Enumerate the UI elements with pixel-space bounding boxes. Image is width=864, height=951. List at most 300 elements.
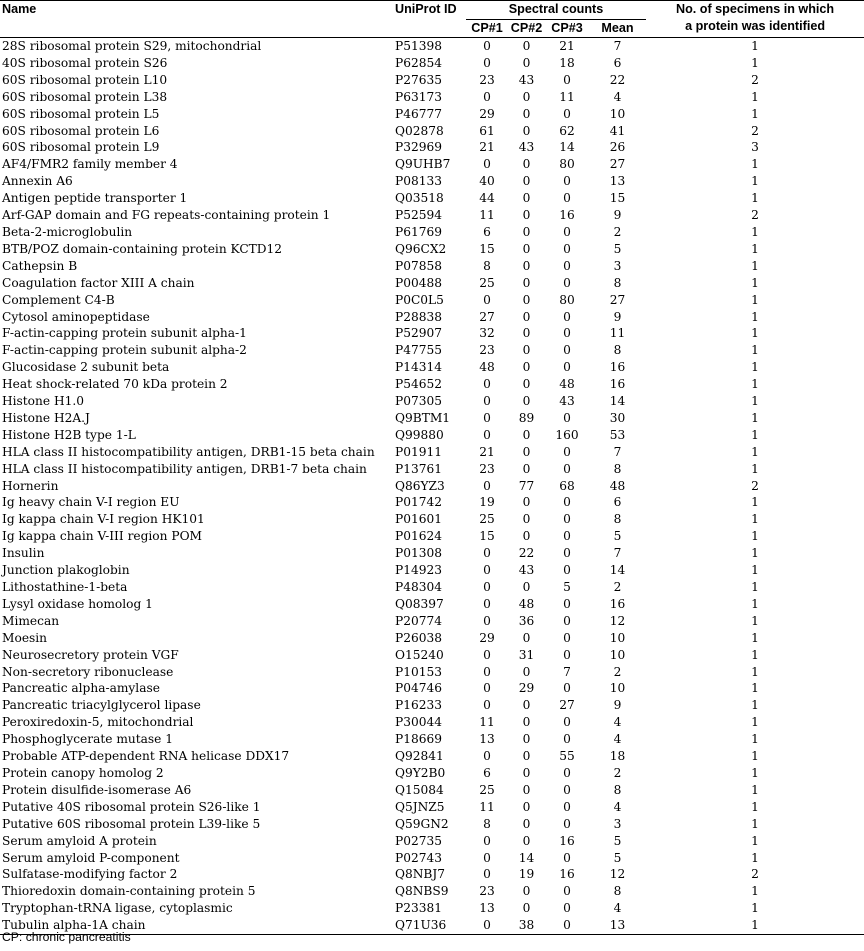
cell-cp2: 0: [522, 715, 531, 730]
cell-cp2: 0: [522, 123, 531, 138]
col-header-spectral-counts: Spectral counts: [508, 2, 604, 16]
table-row: [0, 850, 864, 867]
table-row: [0, 494, 864, 511]
cell-cp2: 0: [522, 833, 531, 848]
cell-cp3: 11: [559, 89, 575, 104]
cell-specimens: 2: [751, 208, 759, 223]
cell-specimens: 1: [751, 732, 759, 747]
cell-uniprot-id: P27635: [395, 72, 442, 87]
cell-cp1: 0: [483, 157, 491, 172]
cell-mean: 16: [609, 360, 626, 375]
cell-mean: 14: [609, 394, 626, 409]
cell-specimens: 1: [751, 681, 759, 696]
cell-mean: 7: [613, 39, 622, 53]
cell-cp3: 18: [559, 55, 575, 70]
cell-mean: 2: [613, 664, 622, 679]
cell-mean: 9: [613, 208, 622, 223]
cell-protein-name: Moesin: [2, 630, 48, 645]
cell-cp1: 0: [483, 563, 491, 578]
cell-protein-name: 40S ribosomal protein S26: [2, 55, 168, 70]
cell-protein-name: Tryptophan-tRNA ligase, cytoplasmic: [2, 901, 233, 916]
table-row: [0, 799, 864, 816]
cell-cp1: 0: [483, 394, 491, 409]
cell-cp2: 19: [518, 867, 535, 882]
cell-specimens: 1: [751, 39, 759, 53]
cell-mean: 14: [609, 563, 626, 578]
cell-uniprot-id: P04746: [395, 681, 442, 696]
cell-mean: 7: [613, 546, 622, 561]
cell-mean: 5: [613, 529, 622, 544]
cell-cp1: 13: [479, 732, 495, 747]
table-body: [0, 38, 864, 935]
cell-specimens: 1: [751, 512, 759, 527]
cell-mean: 3: [613, 258, 622, 273]
table-row: [0, 173, 864, 190]
cell-mean: 11: [609, 326, 626, 341]
table-row: [0, 579, 864, 596]
cell-protein-name: Putative 40S ribosomal protein S26-like 1: [2, 799, 261, 814]
cell-cp2: 43: [518, 140, 535, 155]
cell-uniprot-id: P14923: [395, 563, 442, 578]
cell-uniprot-id: P02743: [395, 850, 442, 865]
cell-cp1: 25: [479, 782, 495, 797]
cell-cp1: 6: [483, 224, 491, 239]
cell-cp1: 0: [483, 681, 491, 696]
table-row: [0, 630, 864, 647]
cell-protein-name: Histone H2A.J: [2, 410, 90, 425]
cell-mean: 8: [613, 461, 622, 476]
cell-cp3: 16: [559, 833, 575, 848]
cell-uniprot-id: P0C0L5: [395, 292, 444, 307]
cell-uniprot-id: P51398: [395, 39, 442, 53]
cell-uniprot-id: Q08397: [395, 596, 444, 611]
cell-protein-name: Neurosecretory protein VGF: [2, 647, 179, 662]
cell-protein-name: Insulin: [2, 546, 45, 561]
cell-uniprot-id: Q9Y2B0: [395, 765, 446, 780]
cell-uniprot-id: Q8NBS9: [395, 884, 449, 899]
cell-cp1: 0: [483, 664, 491, 679]
cell-cp3: 0: [563, 410, 571, 425]
cell-protein-name: Complement C4-B: [2, 292, 115, 307]
cell-uniprot-id: P28838: [395, 309, 442, 324]
cell-protein-name: Putative 60S ribosomal protein L39-like 5: [2, 816, 261, 831]
cell-uniprot-id: Q59GN2: [395, 816, 449, 831]
cell-specimens: 1: [751, 765, 759, 780]
cell-cp1: 0: [483, 478, 491, 493]
cell-cp1: 11: [479, 799, 495, 814]
cell-protein-name: Protein canopy homolog 2: [2, 765, 164, 780]
cell-cp3: 0: [563, 224, 571, 239]
cell-specimens: 1: [751, 613, 759, 628]
cell-uniprot-id: Q86YZ3: [395, 478, 445, 493]
cell-uniprot-id: O15240: [395, 647, 444, 662]
cell-cp3: 62: [559, 123, 575, 138]
cell-specimens: 1: [751, 901, 759, 916]
cell-uniprot-id: P10153: [395, 664, 442, 679]
cell-cp1: 0: [483, 850, 491, 865]
table-row: [0, 55, 864, 72]
cell-cp1: 23: [479, 461, 495, 476]
cell-uniprot-id: P63173: [395, 89, 442, 104]
table-footnote: CP: chronic pancreatitis: [2, 930, 131, 944]
table-row: [0, 816, 864, 833]
cell-uniprot-id: P01624: [395, 529, 442, 544]
cell-protein-name: Junction plakoglobin: [2, 563, 130, 578]
cell-cp1: 0: [483, 410, 491, 425]
cell-uniprot-id: P47755: [395, 343, 442, 358]
table-row: [0, 478, 864, 495]
cell-specimens: 1: [751, 647, 759, 662]
cell-protein-name: 60S ribosomal protein L38: [2, 89, 168, 104]
cell-uniprot-id: P02735: [395, 833, 442, 848]
cell-uniprot-id: P07858: [395, 258, 442, 273]
cell-uniprot-id: P16233: [395, 698, 442, 713]
cell-cp3: 0: [563, 72, 571, 87]
cell-cp1: 21: [479, 444, 495, 459]
cell-protein-name: Cytosol aminopeptidase: [2, 309, 150, 324]
cell-cp2: 0: [522, 343, 531, 358]
cell-cp3: 0: [563, 360, 571, 375]
cell-protein-name: Phosphoglycerate mutase 1: [2, 732, 173, 747]
cell-uniprot-id: P01601: [395, 512, 442, 527]
cell-cp3: 68: [559, 478, 575, 493]
cell-cp2: 0: [522, 55, 531, 70]
cell-cp1: 0: [483, 377, 491, 392]
cell-cp2: 0: [522, 208, 531, 223]
table-row: [0, 106, 864, 123]
cell-uniprot-id: P32969: [395, 140, 442, 155]
cell-specimens: 1: [751, 715, 759, 730]
cell-mean: 4: [613, 799, 622, 814]
cell-protein-name: BTB/POZ domain-containing protein KCTD12: [2, 241, 283, 256]
cell-cp2: 0: [522, 749, 531, 764]
cell-mean: 16: [609, 377, 626, 392]
cell-uniprot-id: P20774: [395, 613, 442, 628]
cell-specimens: 1: [751, 157, 759, 172]
cell-cp2: 0: [522, 360, 531, 375]
cell-cp3: 0: [563, 681, 571, 696]
cell-cp1: 13: [479, 901, 495, 916]
cell-specimens: 1: [751, 884, 759, 899]
cell-specimens: 1: [751, 55, 759, 70]
cell-cp1: 0: [483, 546, 491, 561]
cell-specimens: 3: [751, 140, 759, 155]
cell-uniprot-id: Q9UHB7: [395, 157, 451, 172]
cell-cp2: 48: [518, 596, 535, 611]
cell-cp2: 43: [518, 72, 535, 87]
cell-cp2: 0: [522, 461, 531, 476]
cell-specimens: 1: [751, 241, 759, 256]
cell-cp3: 0: [563, 850, 571, 865]
table-row: [0, 89, 864, 106]
cell-mean: 26: [609, 140, 626, 155]
table-row: [0, 528, 864, 545]
table-row: [0, 190, 864, 207]
cell-specimens: 1: [751, 461, 759, 476]
cell-mean: 4: [613, 89, 622, 104]
cell-protein-name: Lithostathine-1-beta: [2, 580, 128, 594]
cell-cp2: 0: [522, 394, 531, 409]
cell-cp1: 0: [483, 39, 491, 53]
cell-specimens: 1: [751, 529, 759, 544]
cell-cp3: 27: [559, 698, 575, 713]
cell-uniprot-id: P14314: [395, 360, 442, 375]
cell-cp1: 44: [479, 191, 495, 206]
cell-mean: 8: [613, 782, 622, 797]
cell-protein-name: Histone H2B type 1-L: [2, 427, 136, 442]
cell-specimens: 1: [751, 782, 759, 797]
cell-cp2: 22: [518, 546, 535, 561]
cell-protein-name: Beta-2-microglobulin: [2, 224, 133, 239]
table-row: [0, 224, 864, 241]
cell-specimens: 1: [751, 224, 759, 239]
cell-uniprot-id: P00488: [395, 275, 442, 290]
cell-uniprot-id: P62854: [395, 55, 442, 70]
cell-cp3: 0: [563, 732, 571, 747]
table-row: [0, 647, 864, 664]
cell-uniprot-id: P46777: [395, 106, 442, 121]
cell-specimens: 1: [751, 580, 759, 594]
cell-cp2: 0: [522, 89, 531, 104]
cell-specimens: 1: [751, 833, 759, 848]
cell-cp2: 0: [522, 191, 531, 206]
cell-cp2: 0: [522, 427, 531, 442]
col-header-cp1: CP#1: [466, 20, 508, 38]
cell-cp3: 16: [559, 867, 575, 882]
cell-specimens: 1: [751, 410, 759, 425]
cell-cp2: 77: [518, 478, 535, 493]
cell-cp1: 29: [479, 106, 495, 121]
cell-cp2: 0: [522, 326, 531, 341]
cell-mean: 8: [613, 275, 622, 290]
table-row: [0, 900, 864, 917]
cell-protein-name: Lysyl oxidase homolog 1: [2, 596, 153, 611]
cell-protein-name: Ig kappa chain V-III region POM: [2, 529, 203, 544]
col-header-specimens: [646, 0, 864, 38]
cell-cp1: 15: [479, 241, 495, 256]
cell-uniprot-id: Q8NBJ7: [395, 867, 446, 882]
cell-specimens: 1: [751, 326, 759, 341]
cell-uniprot-id: P26038: [395, 630, 442, 645]
cell-cp2: 0: [522, 816, 531, 831]
cell-specimens: 1: [751, 596, 759, 611]
cell-protein-name: Ig kappa chain V-I region HK101: [2, 512, 205, 527]
cell-cp1: 15: [479, 529, 495, 544]
cell-mean: 10: [609, 630, 626, 645]
cell-cp2: 0: [522, 224, 531, 239]
cell-cp1: 11: [479, 208, 495, 223]
cell-cp2: 0: [522, 258, 531, 273]
cell-cp3: 7: [563, 664, 571, 679]
cell-mean: 12: [609, 613, 626, 628]
cell-cp1: 23: [479, 884, 495, 899]
table-row: [0, 139, 864, 156]
table-row: [0, 342, 864, 359]
cell-specimens: 1: [751, 377, 759, 392]
cell-specimens: 1: [751, 89, 759, 104]
cell-mean: 8: [613, 512, 622, 527]
cell-cp3: 0: [545, 917, 589, 934]
cell-cp3: 0: [563, 884, 571, 899]
cell-specimens: 1: [751, 275, 759, 290]
cell-uniprot-id: P01742: [395, 495, 442, 510]
cell-cp3: 14: [559, 140, 575, 155]
cell-cp3: 0: [563, 630, 571, 645]
cell-protein-name: Arf-GAP domain and FG repeats-containing protein 1: [2, 208, 331, 223]
table-row: [0, 393, 864, 410]
cell-mean: 9: [613, 309, 622, 324]
cell-mean: 30: [609, 410, 626, 425]
col-header-cp2: CP#2: [508, 20, 545, 38]
cell-cp3: 16: [559, 208, 575, 223]
cell-cp3: 21: [559, 39, 575, 53]
cell-specimens: 1: [751, 799, 759, 814]
table-row: [0, 359, 864, 376]
cell-uniprot-id: P07305: [395, 394, 442, 409]
cell-protein-name: Thioredoxin domain-containing protein 5: [2, 884, 256, 899]
cell-cp1: 8: [483, 816, 491, 831]
cell-protein-name: Histone H1.0: [2, 394, 84, 409]
cell-cp2: 0: [522, 884, 531, 899]
cell-cp3: 0: [563, 816, 571, 831]
cell-uniprot-id: P61769: [395, 224, 442, 239]
cell-uniprot-id: P01308: [395, 546, 442, 561]
cell-cp3: 80: [559, 157, 575, 172]
cell-cp3: 0: [563, 613, 571, 628]
cell-specimens: 1: [751, 394, 759, 409]
cell-cp1: 6: [483, 765, 491, 780]
col-header-specimens-line1: No. of specimens in which: [675, 2, 835, 16]
cell-cp3: 0: [563, 174, 571, 189]
cell-cp2: 0: [522, 275, 531, 290]
cell-protein-name: 60S ribosomal protein L9: [2, 140, 160, 155]
cell-cp1: 32: [479, 326, 495, 341]
cell-protein-name: Serum amyloid A protein: [2, 833, 157, 848]
table-row: [0, 207, 864, 224]
col-header-uniprot-id: UniProt ID: [395, 0, 466, 38]
cell-protein-name: Heat shock-related 70 kDa protein 2: [2, 377, 228, 392]
cell-specimens: 1: [751, 343, 759, 358]
cell-cp2: 0: [522, 444, 531, 459]
cell-uniprot-id: P01911: [395, 444, 442, 459]
table-row: [0, 697, 864, 714]
cell-cp1: 0: [483, 89, 491, 104]
table-row: [0, 410, 864, 427]
cell-cp2: 0: [522, 309, 531, 324]
table-row: [0, 275, 864, 292]
cell-specimens: 1: [751, 258, 759, 273]
cell-uniprot-id: P48304: [395, 580, 442, 594]
cell-mean: 10: [609, 647, 626, 662]
cell-specimens: 1: [646, 917, 864, 934]
cell-cp3: 5: [563, 580, 571, 594]
cell-uniprot-id: Q5JNZ5: [395, 799, 445, 814]
cell-specimens: 1: [751, 749, 759, 764]
cell-cp1: 23: [479, 72, 495, 87]
cell-specimens: 2: [751, 867, 759, 882]
cell-cp1: 25: [479, 512, 495, 527]
cell-uniprot-id: Q96CX2: [395, 241, 447, 256]
cell-specimens: 1: [751, 495, 759, 510]
cell-cp3: 0: [563, 596, 571, 611]
cell-cp1: 0: [483, 427, 491, 442]
cell-cp1: 0: [466, 917, 508, 934]
cell-mean: 9: [613, 698, 622, 713]
cell-cp1: 0: [483, 55, 491, 70]
cell-specimens: 2: [751, 72, 759, 87]
cell-cp3: 80: [559, 292, 575, 307]
cell-cp1: 23: [479, 343, 495, 358]
cell-mean: 6: [613, 55, 622, 70]
cell-uniprot-id: Q02878: [395, 123, 444, 138]
table-row: [0, 664, 864, 681]
table-row: [0, 545, 864, 562]
table-row: [0, 866, 864, 883]
table-row: [0, 427, 864, 444]
cell-protein-name: F-actin-capping protein subunit alpha-2: [2, 343, 247, 358]
cell-mean: 5: [613, 833, 622, 848]
cell-cp1: 40: [479, 174, 495, 189]
cell-uniprot-id: P08133: [395, 174, 442, 189]
cell-mean: 5: [613, 241, 622, 256]
cell-cp3: 0: [563, 512, 571, 527]
cell-cp2: 0: [522, 765, 531, 780]
cell-uniprot-id: Q15084: [395, 782, 444, 797]
cell-specimens: 1: [751, 546, 759, 561]
table-row: [0, 38, 864, 55]
cell-cp1: 0: [483, 833, 491, 848]
cell-cp2: 0: [522, 292, 531, 307]
cell-cp2: 0: [522, 377, 531, 392]
cell-protein-name: 60S ribosomal protein L6: [2, 123, 160, 138]
col-header-mean: Mean: [589, 20, 646, 38]
cell-cp1: 0: [483, 867, 491, 882]
cell-protein-name: 60S ribosomal protein L5: [2, 106, 160, 121]
cell-cp1: 21: [479, 140, 495, 155]
cell-uniprot-id: Q03518: [395, 191, 444, 206]
cell-mean: 13: [589, 917, 646, 934]
cell-mean: 13: [609, 174, 626, 189]
cell-specimens: 1: [751, 444, 759, 459]
cell-cp1: 0: [483, 647, 491, 662]
cell-cp2: 0: [522, 782, 531, 797]
cell-cp2: 0: [522, 799, 531, 814]
cell-cp2: 14: [518, 850, 535, 865]
table-row: [0, 511, 864, 528]
table-row: [0, 748, 864, 765]
cell-cp3: 0: [563, 444, 571, 459]
cell-mean: 41: [609, 123, 626, 138]
cell-cp2: 0: [522, 495, 531, 510]
cell-mean: 22: [609, 72, 626, 87]
cell-uniprot-id: P13761: [395, 461, 442, 476]
cell-cp3: 0: [563, 782, 571, 797]
cell-specimens: 2: [751, 123, 759, 138]
cell-mean: 15: [609, 191, 626, 206]
cell-mean: 53: [609, 427, 626, 442]
table-row: [0, 613, 864, 630]
cell-cp1: 0: [483, 698, 491, 713]
cell-cp1: 25: [479, 275, 495, 290]
cell-cp1: 0: [483, 749, 491, 764]
cell-cp3: 0: [563, 106, 571, 121]
cell-cp2: 0: [522, 174, 531, 189]
table-row: [0, 883, 864, 900]
cell-mean: 2: [613, 580, 622, 594]
cell-mean: 48: [609, 478, 626, 493]
cell-cp1: 48: [479, 360, 495, 375]
table-row: [0, 833, 864, 850]
